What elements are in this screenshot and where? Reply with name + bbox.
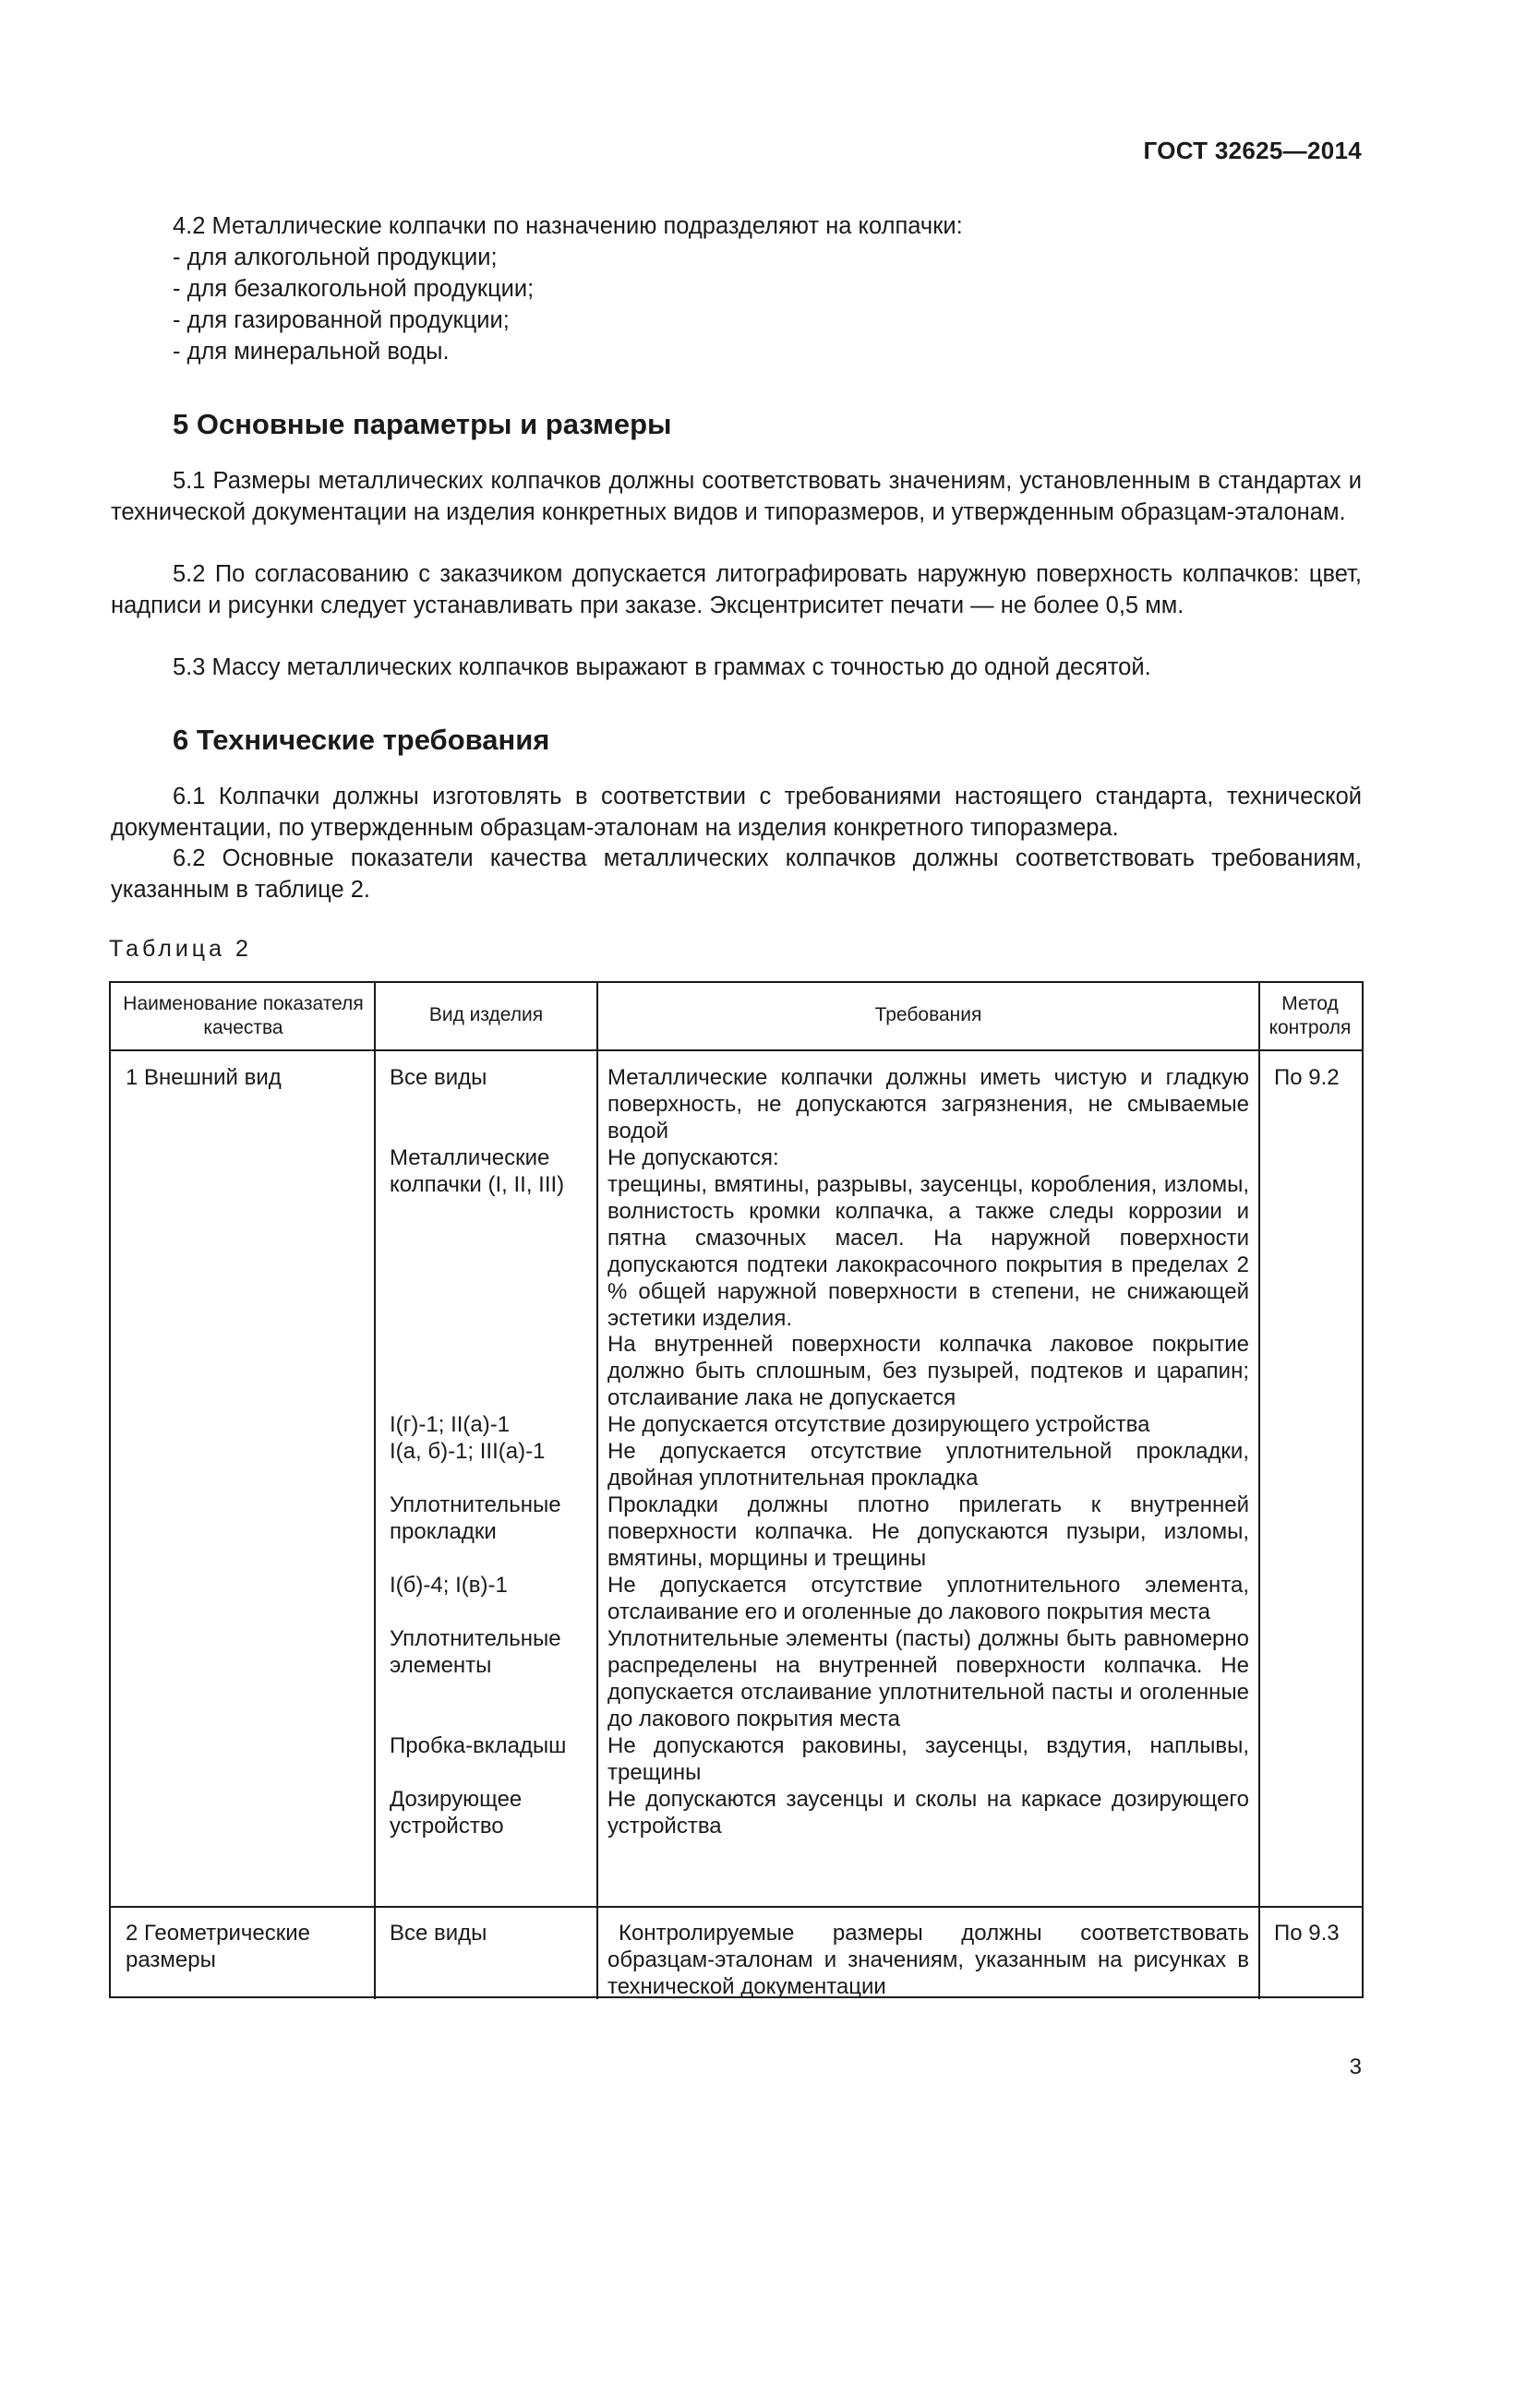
row1-product: I(а, б)-1; III(а)-1 [390,1439,546,1464]
row1-product: Все виды [390,1065,487,1090]
row2-method: По 9.3 [1274,1921,1340,1946]
row1-requirement: На внутренней поверхности колпачка лаковое покрытие должно быть сплошным, без пузырей, подтеков и царапин; отслаивание лака не допускается [607,1332,1249,1410]
row1-product: Уплотнительные элементы [390,1626,561,1678]
row1-product: Пробка-вкладыш [390,1733,567,1758]
list-item: - для минеральной воды. [173,339,450,365]
row1-requirement: Не допускаются раковины, заусенцы, вздутия, наплывы, трещины [607,1733,1249,1785]
row1-requirement: Уплотнительные элементы (пасты) должны быть равномерно распределены на внутренней поверхности колпачка. Не допускается отслаивание уплотнительной пасты и оголенные до лакового покрытия места [607,1626,1249,1731]
quality-requirements-table [109,981,1364,2408]
page-number: 3 [1349,2055,1362,2079]
row1-requirement: Прокладки должны плотно прилегать к внутренней поверхности колпачка. Не допускаются пузыри, изломы, вмятины, морщины и трещины [607,1492,1249,1571]
list-item: - для газированной продукции; [173,307,510,333]
row1-requirement: Не допускается отсутствие уплотнительной прокладки, двойная уплотнительная прокладка [607,1439,1249,1491]
header-requirements: Требования [874,1004,982,1025]
column-divider [596,981,598,1999]
paragraph-5-3: 5.3 Массу металлических колпачков выражают в граммах с точностью до одной десятой. [173,654,1151,680]
column-divider [1258,981,1260,1999]
header-divider [109,1049,1364,1051]
item-4-2-intro: 4.2 Металлические колпачки по назначению подразделяют на колпачки: [173,213,963,239]
list-item: - для безалкогольной продукции; [173,276,535,302]
row2-requirement: Контролируемые размеры должны соответствовать образцам-эталонам и значениям, указанным на рисунках в технической документации [607,1921,1249,1999]
row1-product: I(г)-1; II(а)-1 [390,1412,511,1437]
header-indicator: Наименование показателя качества [123,993,364,1038]
paragraph-5-2: 5.2 По согласованию с заказчиком допускается литографировать наружную поверхность колпачков: цвет, надписи и рисунки следует устанавливать при заказе. Эксцентриситет печати — не более 0,5 мм. [111,561,1362,618]
paragraph-6-1: 6.1 Колпачки должны изготовлять в соответствии с требованиями настоящего стандарта, технической документации, по утвержденным образцам-эталонам на изделия конкретного типоразмера. [111,784,1362,841]
row2-product: Все виды [390,1921,487,1946]
row1-requirement: Металлические колпачки должны иметь чистую и гладкую поверхность, не допускаются загрязнения, не смываемые водой [607,1065,1249,1144]
row1-product: Металлические колпачки (I, II, III) [390,1145,565,1197]
paragraph-5-1: 5.1 Размеры металлических колпачков должны соответствовать значениям, установленным в стандартах и технической документации на изделия конкретных видов и типоразмеров, и утвержденным образцам-эталонам. [111,468,1362,525]
row1-requirement: трещины, вмятины, разрывы, заусенцы, коробления, изломы, волнистость кромки колпачка, а также следы коррозии и пятна смазочных масел. На наружной поверхности допускаются подтеки лакокрасочного покрытия в пределах 2 % общей наружной поверхности в степени, не снижающей эстетики изделия. [607,1172,1249,1331]
row1-requirement: Не допускается отсутствие дозирующего устройства [607,1412,1150,1437]
row1-requirement: Не допускаются: [607,1145,779,1170]
row1-product: Уплотнительные прокладки [390,1492,561,1544]
section-6-heading: 6 Технические требования [173,724,550,756]
row2-indicator: 2 Геометрические размеры [126,1921,311,1972]
document-code: ГОСТ 32625—2014 [1143,137,1362,164]
row-divider [109,1906,1364,1908]
header-method: Метод контроля [1268,993,1352,1038]
row1-product: I(б)-4; I(в)-1 [390,1573,508,1598]
header-product: Вид изделия [428,1004,544,1025]
table-caption: Таблица 2 [109,936,252,962]
row1-requirement: Не допускается отсутствие уплотнительного элемента, отслаивание его и оголенные до лакового покрытия места [607,1573,1249,1624]
list-item: - для алкогольной продукции; [173,245,498,270]
section-5-heading: 5 Основные параметры и размеры [173,408,672,440]
row1-requirement: Не допускаются заусенцы и сколы на каркасе дозирующего устройства [607,1787,1249,1839]
column-divider [374,981,376,1999]
paragraph-6-2: 6.2 Основные показатели качества металлических колпачков должны соответствовать требованиям, указанным в таблице 2. [111,845,1362,903]
row1-indicator: 1 Внешний вид [126,1065,282,1090]
row1-product: Дозирующее устройство [390,1787,523,1839]
row1-method: По 9.2 [1274,1065,1340,1090]
